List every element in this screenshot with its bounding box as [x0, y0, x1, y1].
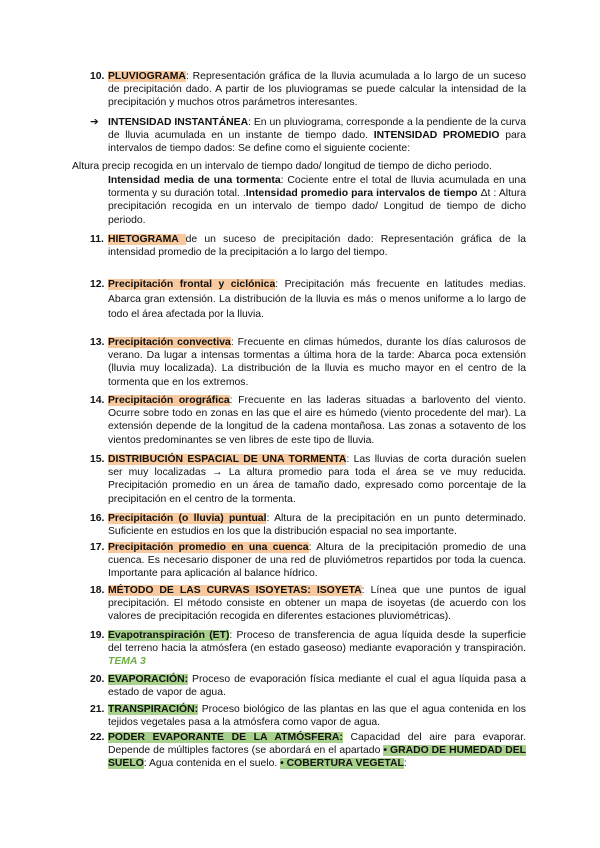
definition-text-2: : Agua contenida en el suelo. [143, 758, 281, 770]
definition-text-2: Δt : Altura precipitación recogida en un intervalo de tiempo dado/ Longitud de tiempo de dicho periodo. [108, 188, 526, 226]
term-evaporacion: EVAPORACIÓN: [108, 674, 189, 685]
definition-text: Proceso de evaporación física mediante el cual el agua líquida pasa a estado de vapor de agua. [108, 674, 526, 699]
item-17 [90, 541, 526, 581]
definition-text: : Altura de la precipitación en un punto determinado. Suficiente en estudios en los que la distribución espacial no sea importante. [108, 513, 526, 538]
item-number: 11. [90, 234, 104, 245]
item-number: 17. [90, 542, 105, 553]
arrow-icon: ➔ [90, 117, 99, 128]
item-number: 19. [90, 630, 105, 641]
item-11 [90, 233, 526, 259]
item-number: 20. [90, 674, 105, 685]
formula-line: Altura precip recogida en un intervalo de tiempo dado/ longitud de tiempo de dicho periodo. [72, 161, 492, 172]
item-number: 21. [90, 704, 105, 715]
definition-text: : En un pluviograma, corresponde a la pendiente de la curva de lluvia acumulada en un instante de tiempo dado. [108, 117, 526, 142]
term-hietograma: HIETOGRAMA [108, 234, 186, 245]
item-13 [90, 336, 526, 389]
term-metodo-isoyetas: MÉTODO DE LAS CURVAS ISOYETAS: ISOYETA [108, 585, 362, 596]
item-12 [90, 277, 526, 322]
term-transpiracion: TRANSPIRACIÓN: [108, 704, 199, 715]
definition-text-2: para intervalos de tiempo dados: Se define como el siguiente cociente: [108, 130, 527, 155]
item-number: 18. [90, 585, 105, 596]
item-14 [90, 394, 526, 447]
definition-text: : Frecuente en climas húmedos, durante los días calurosos de verano. Da lugar a intensas tormentas a última hora de la tarde: Abarca poca extensión (lluvia muy localizada). La distribución de la lluvia es mucho mayor en el centro de la tormenta que en los extremos. [108, 337, 526, 388]
term-precipitacion-orografica: Precipitación orográfica [108, 395, 230, 406]
definition-text: Capacidad del aire para evaporar. Depende de múltiples factores (se abordará en el apartado [108, 732, 526, 757]
term-pluviograma: PLUVIOGRAMA [108, 71, 186, 82]
definition-text: : Precipitación más frecuente en latitudes medias. Abarca gran extensión. La distribución de la lluvia es más o menos uniforme a lo largo de todo el área afectada por la lluvia. [108, 279, 527, 320]
definition-text: : Altura de la precipitación promedio de una cuenca. Es necesario disponer de una red de pluviómetros repartidos por toda la cuenca. Importante para aplicación al balance hídrico. [108, 542, 526, 580]
item-number: 16. [90, 513, 105, 524]
definition-text: Proceso biológico de las plantas en las que el agua contenida en los tejidos vegetales pasa a la atmósfera como vapor de agua. [108, 704, 526, 729]
term-precipitacion-frontal: Precipitación frontal y ciclónica [108, 279, 276, 290]
item-number: 10. [90, 71, 105, 82]
term-intensidad-promedio-intervalos: Intensidad promedio para intervalos de tiempo [245, 188, 478, 200]
term-distribucion-espacial: DISTRIBUCIÓN ESPACIAL DE UNA TORMENTA [108, 454, 347, 465]
definition-text: : Las lluvias de corta duración suelen ser muy localizadas → La altura promedio para toda el área se ve muy reducida. Precipitación promedio en un área de tamaño dado, expresado como porcentaje de la precipitación en el centro de la tormenta. [108, 454, 527, 505]
definition-text: : Representación gráfica de la lluvia acumulada a lo largo de un suceso de precipitación dado. A partir de los pluviogramas se puede calcular la intensidad de la precipitación y muchos otros parámetros interesantes. [108, 71, 526, 109]
definition-text: : Cociente entre el total de lluvia acumulada en una tormenta y su duración total. . [108, 175, 526, 200]
item-number: 22. [90, 732, 105, 743]
term-precipitacion-convectiva: Precipitación convectiva [108, 337, 231, 348]
tema-reference: TEMA 3 [108, 656, 146, 668]
item-18 [90, 584, 526, 624]
definition-text: de un suceso de precipitación dado: Representación gráfica de la intensidad promedio de la precipitación a lo largo del tiempo. [108, 234, 527, 259]
item-intensidad-media [108, 174, 526, 227]
item-number: 13. [90, 337, 105, 348]
definition-text: : Proceso de transferencia de agua líquida desde la superficie del terreno hacia la atmósfera (en estado gaseoso) mediante evaporación y transpiración. [108, 630, 526, 655]
term-grado-humedad: • GRADO DE HUMEDAD DEL SUELO [108, 745, 526, 770]
term-cobertura-vegetal: • COBERTURA VEGETAL [280, 758, 404, 770]
term-intensidad-media: Intensidad media de una tormenta [108, 175, 281, 186]
item-19 [90, 629, 526, 669]
item-21 [90, 703, 526, 729]
item-number: 15. [90, 454, 105, 465]
item-20 [90, 673, 526, 699]
term-intensidad-promedio: INTENSIDAD PROMEDIO [373, 130, 500, 142]
term-evapotranspiracion: Evapotranspiración (ET) [108, 630, 230, 641]
item-16 [90, 512, 526, 538]
definition-text-3: : [403, 758, 407, 770]
term-intensidad-instantanea: INTENSIDAD INSTANTÁNEA [108, 117, 249, 128]
term-poder-evaporante: PODER EVAPORANTE DE LA ATMÓSFERA: [108, 732, 343, 743]
item-15 [90, 453, 526, 506]
term-precipitacion-puntual: Precipitación (o lluvia) puntual [108, 513, 267, 524]
definition-text: : Frecuente en las laderas situadas a barlovento del viento. Ocurre sobre todo en zonas en las que el aire es húmedo (viento procedente del mar). La extensión depende de la longitud de la cadena montañosa. Las zonas a sotavento de los vientos predominantes se ven libres de este tipo de lluvia. [108, 395, 526, 446]
definition-text: : Línea que une puntos de igual precipitación. El método consiste en obtener un mapa de isoyetas (de acuerdo con los valores de precipitación recogida en diferentes estaciones pluviométricas). [108, 585, 526, 623]
term-precipitacion-promedio-cuenca: Precipitación promedio en una cuenca [108, 542, 309, 553]
item-10 [90, 70, 526, 110]
item-number: 12. [90, 279, 105, 290]
item-intensidad-instantanea [90, 116, 526, 156]
item-number: 14. [90, 395, 105, 406]
item-22 [90, 731, 526, 771]
